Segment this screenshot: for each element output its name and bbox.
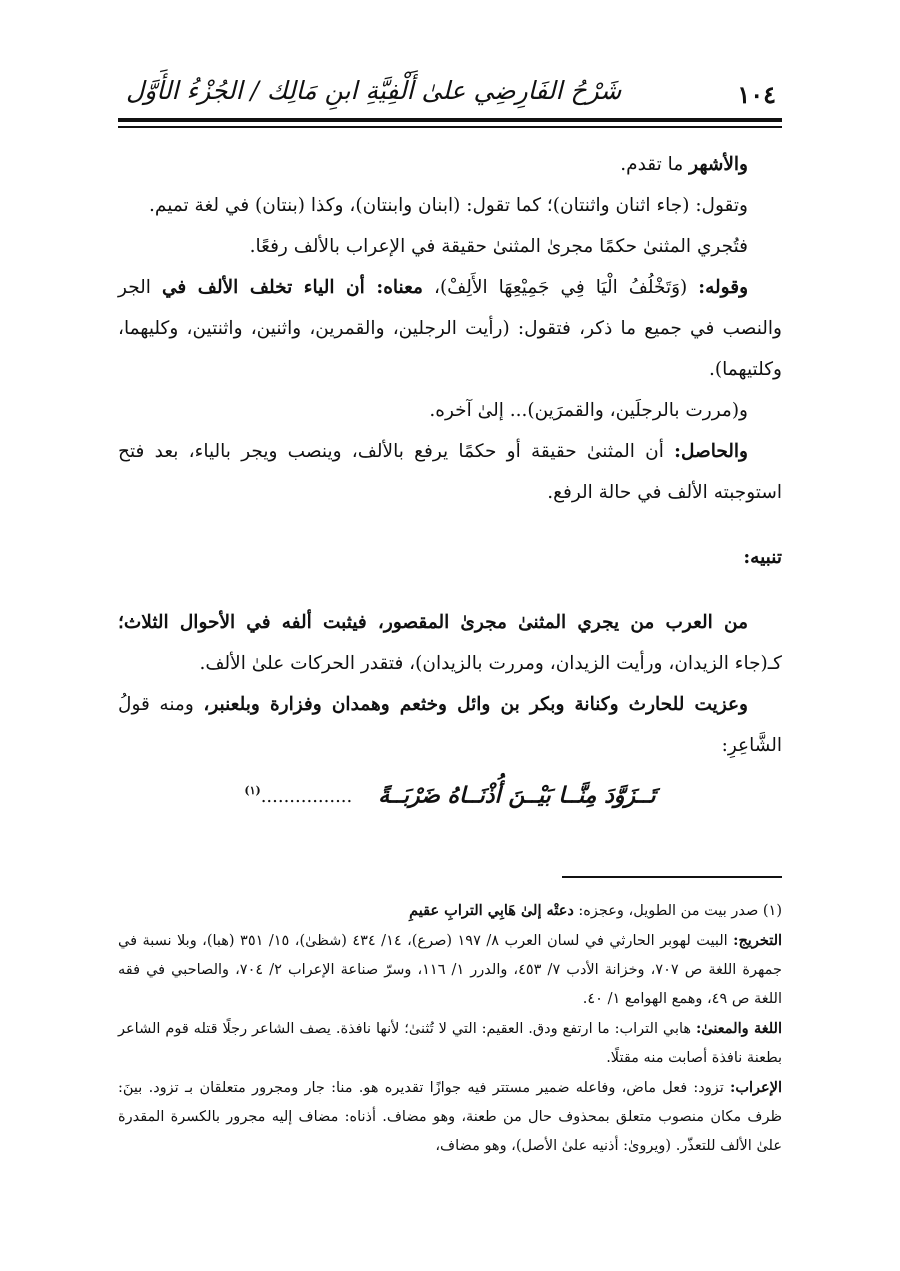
paragraph: من العرب من يجري المثنىٰ مجرىٰ المقصور، فيثبت ألفه في الأحوال الثلاث؛ كـ(جاء الزيدان، ورأيت الزيدان، ومررت بالزيدان)، فتقدر الحركات علىٰ الألف.	[118, 612, 782, 674]
paragraph: والحاصل: أن المثنىٰ حقيقة أو حكمًا يرفع بالألف، وينصب ويجر بالياء، بعد فتح استوجبته الألف في حالة الرفع.	[118, 441, 782, 503]
paragraph: وقوله: (وَتَخْلُفُ الْيَا فِي جَمِيْعِهَا الأَلِفْ)، معناه: أن الياء تخلف الألف في الجر والنصب في جميع ما ذكر، فتقول: (رأيت الرجلين، والقمرين، واثنين، واثنتين، وكليهما، وكلتيهما).	[118, 277, 782, 380]
paragraph: و(مررت بالرجلَين، والقمرَين)... إلىٰ آخره.	[429, 400, 748, 421]
footnote-meaning: اللغة والمعنىٰ: هابي التراب: ما ارتفع ودق. العقيم: التي لا تُثنىٰ؛ لأنها نافذة. يصف الشاعر رجلًا قتله قوم الشاعر بطعنة نافذة أصابت منه مقتلًا.	[118, 1020, 782, 1066]
verse-line	[118, 770, 782, 817]
verse-text: تَــزَوَّدَ مِنَّــا بَيْــنَ أُذْنَــاهُ ضَرْبَــةً	[378, 782, 656, 809]
paragraph: وتقول: (جاء اثنان واثنتان)؛ كما تقول: (ابنان وابنتان)، وكذا (بنتان) في لغة تميم.	[149, 195, 748, 216]
footnote-takhrij: التخريج: البيت لهوبر الحارثي في لسان العرب ٨/ ١٩٧ (صرع)، ١٤/ ٤٣٤ (شظیٰ)، ١٥/ ٣٥١ (هبا)، وبلا نسبة في جمهرة اللغة ص ٧٠٧، وخزانة الأدب ٧/ ٤٥٣، والدرر ١/ ١١٦، وسرّ صناعة الإعراب ٢/ ٧٠٤، والصاحبي في فقه اللغة ص ٤٩، وهمع الهوامع ١/ ٤٠.	[118, 932, 783, 1007]
footnote-irab: الإعراب: تزود: فعل ماض، وفاعله ضمير مستتر فيه جوازًا تقديره هو. منا: جار ومجرور متعلقان بـ تزود. بينَ: ظرف مكان منصوب متعلق بمحذوف حال من طعنة، وهو مضاف. أذناه: مضاف إليه مجرور بالكسرة المقدرة علىٰ الألف للتعذّر. (ويروىٰ: أذنيه علىٰ الأصل)، وهو مضاف،	[118, 1079, 782, 1154]
paragraph: فتُجري المثنىٰ حكمًا مجرىٰ المثنىٰ حقيقة في الإعراب بالألف رفعًا.	[249, 236, 748, 257]
page-number: ١٠٤	[737, 80, 776, 109]
verse-ellipsis: ................	[260, 786, 353, 808]
paragraph: والأشهر ما تقدم.	[620, 154, 748, 175]
footnote-1: (١) صدر بيت من الطويل، وعجزه: دعتْه إلىٰ هَابِي الترابِ عقيمِ	[409, 902, 782, 919]
footnotes	[118, 896, 782, 1161]
main-text	[118, 144, 782, 817]
footnote-ref: (١)	[244, 784, 261, 797]
paragraph: وعزيت للحارث وكنانة وبكر بن وائل وخثعم وهمدان وفزارة وبلعنبر، ومنه قولُ الشَّاعِرِ:	[118, 694, 782, 756]
running-title: شَرْحُ الفَارِضِي علىٰ أَلْفِيَّةِ ابنِ مَالِك / الجُزْءُ الأَوَّل	[126, 76, 622, 105]
page-header	[118, 70, 782, 116]
header-rule-thick	[118, 118, 782, 122]
header-rule-thin	[118, 126, 782, 128]
note-heading: تنبيه:	[743, 547, 782, 568]
footnote-separator	[562, 876, 782, 878]
